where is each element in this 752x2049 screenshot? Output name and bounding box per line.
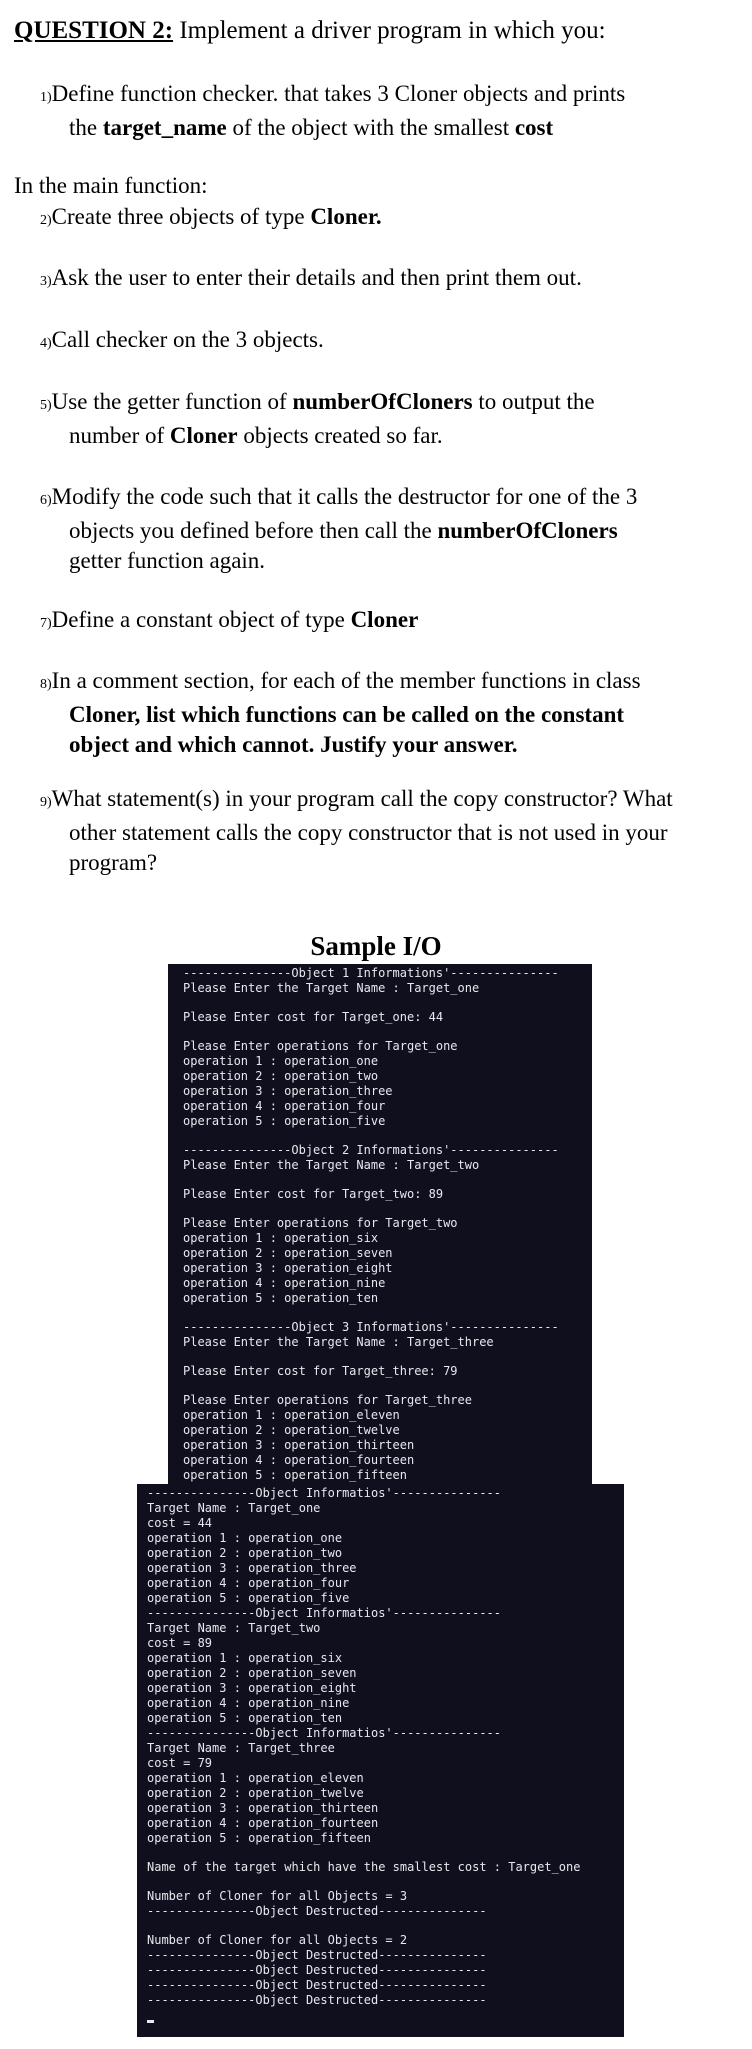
terminal-line: operation 4 : operation_fourteen xyxy=(183,1453,415,1467)
terminal-output-panel xyxy=(137,1484,624,2037)
terminal-line: operation 5 : operation_ten xyxy=(147,1711,343,1725)
terminal-line: operation 1 : operation_eleven xyxy=(183,1408,400,1422)
terminal-line: operation 2 : operation_seven xyxy=(147,1666,357,1680)
terminal-line: Number of Cloner for all Objects = 2 xyxy=(147,1933,408,1947)
terminal-input-panel xyxy=(168,964,592,1484)
terminal-line: operation 3 : operation_thirteen xyxy=(147,1801,379,1815)
terminal-line: operation 1 : operation_one xyxy=(183,1054,379,1068)
item-5: 5)Use the getter function of numberOfCloners to output the number of Cloner objects created so far. xyxy=(40,389,595,448)
item-6: 6)Modify the code such that it calls the destructor for one of the 3 objects you defined before then call the numberOfCloners getter function again. xyxy=(40,484,638,573)
terminal-line: operation 2 : operation_seven xyxy=(183,1246,393,1260)
terminal-line: operation 2 : operation_twelve xyxy=(183,1423,400,1437)
terminal-line: operation 5 : operation_ten xyxy=(183,1291,379,1305)
item-2: 2)Create three objects of type Cloner. xyxy=(40,204,382,229)
terminal-line: Target Name : Target_three xyxy=(147,1741,335,1755)
terminal-line: operation 1 : operation_eleven xyxy=(147,1771,364,1785)
item-text-line2: the target_name of the object with the smallest cost xyxy=(69,115,554,140)
item-8: 8)In a comment section, for each of the member functions in class Cloner, list which functions can be called on the constant object and which cannot. Justify your answer. xyxy=(40,668,641,757)
question-heading xyxy=(14,14,606,48)
terminal-line: Name of the target which have the smallest cost : Target_one xyxy=(147,1860,581,1874)
terminal-line: operation 3 : operation_thirteen xyxy=(183,1438,415,1452)
item-4: 4)Call checker on the 3 objects. xyxy=(40,327,324,352)
terminal-line xyxy=(183,1306,592,1320)
terminal-cursor xyxy=(147,2020,154,2023)
terminal-line xyxy=(183,1129,592,1143)
terminal-line: operation 3 : operation_three xyxy=(183,1084,393,1098)
terminal-line: cost = 44 xyxy=(147,1516,213,1530)
item-7: 7)Define a constant object of type Cloner xyxy=(40,607,419,632)
terminal-line: Please Enter the Target Name : Target_two xyxy=(183,1158,480,1172)
terminal-line: ---------------Object Informatios'--------------- xyxy=(147,1486,502,1500)
terminal-line: operation 4 : operation_four xyxy=(183,1099,386,1113)
terminal-line xyxy=(147,1875,624,1889)
terminal-line: operation 3 : operation_eight xyxy=(147,1681,357,1695)
item-3: 3)Ask the user to enter their details and then print them out. xyxy=(40,265,582,290)
terminal-line xyxy=(183,996,592,1010)
terminal-line: operation 4 : operation_four xyxy=(147,1576,350,1590)
terminal-line: ---------------Object Destructed--------------- xyxy=(147,1963,487,1977)
terminal-line: operation 1 : operation_six xyxy=(147,1651,343,1665)
item-1 xyxy=(40,79,740,143)
terminal-line: operation 2 : operation_two xyxy=(147,1546,343,1560)
terminal-line: operation 4 : operation_nine xyxy=(147,1696,350,1710)
terminal-line: ---------------Object 3 Informations'--------------- xyxy=(183,1320,559,1334)
item-number: 1) xyxy=(40,90,52,105)
question-label: QUESTION 2: xyxy=(14,17,174,44)
terminal-line: Please Enter cost for Target_one: 44 xyxy=(183,1010,444,1024)
terminal-line: operation 2 : operation_twelve xyxy=(147,1786,364,1800)
terminal-line: Number of Cloner for all Objects = 3 xyxy=(147,1889,408,1903)
terminal-line xyxy=(183,1025,592,1039)
terminal-line: ---------------Object Informatios'--------------- xyxy=(147,1726,502,1740)
terminal-line: cost = 79 xyxy=(147,1756,213,1770)
terminal-line: ---------------Object Destructed--------------- xyxy=(147,1978,487,1992)
terminal-line: ---------------Object Destructed--------------- xyxy=(147,1993,487,2007)
terminal-line xyxy=(147,1846,624,1860)
terminal-line: operation 3 : operation_eight xyxy=(183,1261,393,1275)
terminal-line: operation 1 : operation_six xyxy=(183,1231,379,1245)
terminal-line: Target Name : Target_two xyxy=(147,1621,321,1635)
item-9: 9)What statement(s) in your program call the copy constructor? What other statement calls the copy constructor that is not used in your program? xyxy=(40,786,673,875)
terminal-line: operation 5 : operation_fifteen xyxy=(147,1831,371,1845)
terminal-line xyxy=(183,1173,592,1187)
terminal-line: ---------------Object Destructed--------------- xyxy=(147,1904,487,1918)
terminal-line: cost = 89 xyxy=(147,1636,213,1650)
terminal-line: operation 3 : operation_three xyxy=(147,1561,357,1575)
terminal-line: Please Enter operations for Target_two xyxy=(183,1216,458,1230)
terminal-line: ---------------Object Informatios'--------------- xyxy=(147,1606,502,1620)
item-text: Define function checker. that takes 3 Cloner objects and prints xyxy=(51,81,626,106)
terminal-line: operation 1 : operation_one xyxy=(147,1531,343,1545)
terminal-line: ---------------Object 1 Informations'--------------- xyxy=(183,966,559,980)
terminal-line xyxy=(183,1350,592,1364)
terminal-line xyxy=(147,1919,624,1933)
terminal-line xyxy=(183,1202,592,1216)
terminal-line: Please Enter cost for Target_three: 79 xyxy=(183,1364,458,1378)
terminal-line: Please Enter the Target Name : Target_three xyxy=(183,1335,494,1349)
question-title: Implement a driver program in which you: xyxy=(173,17,606,44)
terminal-line: operation 4 : operation_nine xyxy=(183,1276,386,1290)
terminal-line: operation 5 : operation_five xyxy=(147,1591,350,1605)
terminal-line: ---------------Object Destructed--------------- xyxy=(147,1948,487,1962)
main-function-label: In the main function: xyxy=(14,173,208,198)
terminal-line: Please Enter the Target Name : Target_one xyxy=(183,981,480,995)
terminal-line: operation 5 : operation_fifteen xyxy=(183,1468,407,1482)
terminal-line: Please Enter operations for Target_one xyxy=(183,1039,458,1053)
terminal-line: operation 5 : operation_five xyxy=(183,1114,386,1128)
terminal-line: operation 2 : operation_two xyxy=(183,1069,379,1083)
terminal-line: ---------------Object 2 Informations'--------------- xyxy=(183,1143,559,1157)
terminal-line: operation 4 : operation_fourteen xyxy=(147,1816,379,1830)
terminal-line: Target Name : Target_one xyxy=(147,1501,321,1515)
terminal-line: Please Enter cost for Target_two: 89 xyxy=(183,1187,444,1201)
terminal-line xyxy=(183,1379,592,1393)
sample-io-title: Sample I/O xyxy=(310,931,442,961)
terminal-line: Please Enter operations for Target_three xyxy=(183,1393,472,1407)
